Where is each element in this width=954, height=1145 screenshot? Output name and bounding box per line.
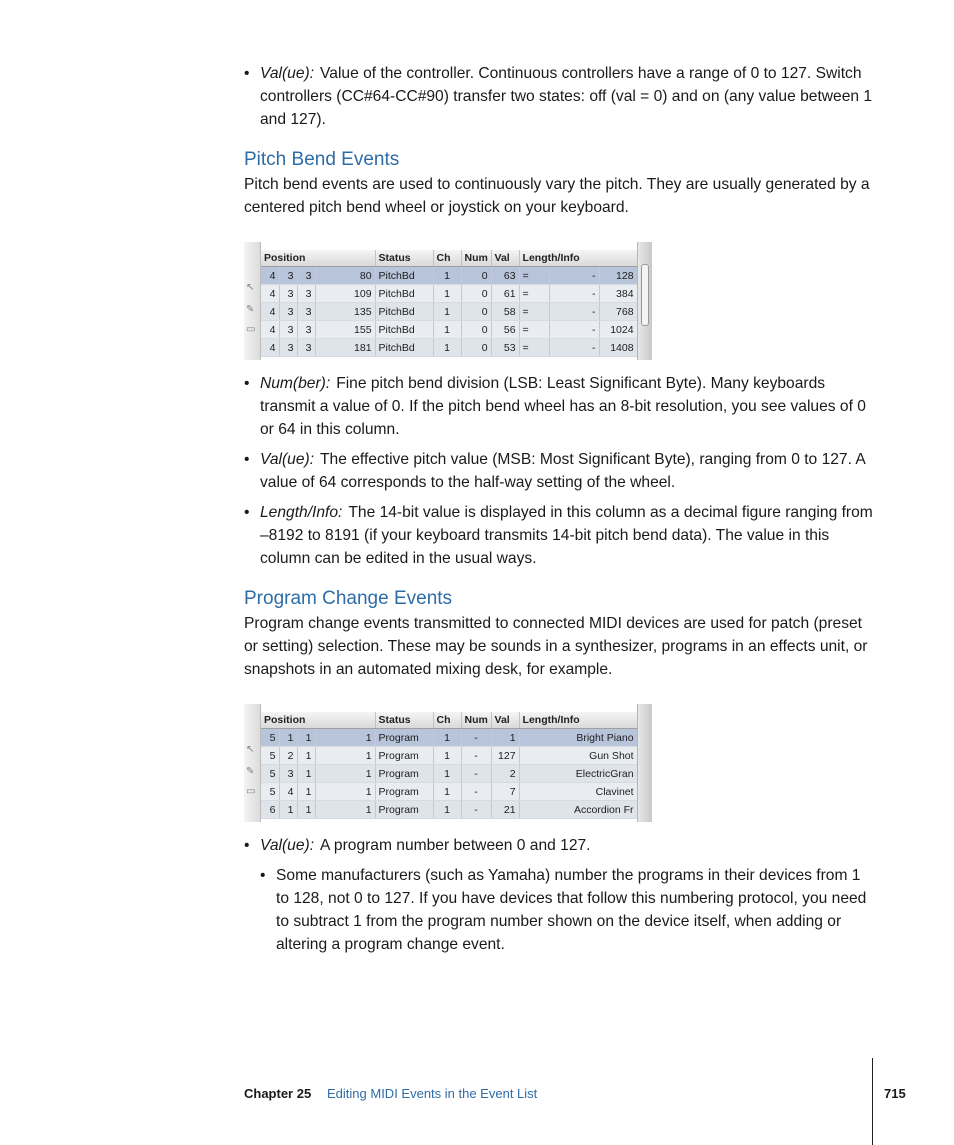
page-number: 715	[884, 1086, 906, 1101]
info-dash: -	[549, 267, 599, 285]
position-beat: 3	[279, 321, 297, 339]
position-division: 1	[297, 765, 315, 783]
column-header-ch[interactable]: Ch	[433, 712, 461, 729]
position-bar: 5	[261, 747, 279, 765]
table-row[interactable]	[261, 285, 637, 303]
val-cell: 2	[491, 765, 519, 783]
position-bar: 5	[261, 783, 279, 801]
pitch-bend-event-list	[244, 242, 652, 360]
position-tick: 135	[315, 303, 375, 321]
num-cell: -	[461, 765, 491, 783]
table-row[interactable]	[261, 729, 637, 747]
num-cell: -	[461, 801, 491, 819]
program-change-heading: Program Change Events	[244, 588, 453, 609]
footer-chapter-title: Editing MIDI Events in the Event List	[327, 1086, 538, 1101]
position-division: 3	[297, 303, 315, 321]
channel-cell: 1	[433, 801, 461, 819]
info-dash: -	[549, 321, 599, 339]
status-cell: Program	[375, 783, 433, 801]
info-dash: -	[549, 285, 599, 303]
val-cell: 53	[491, 339, 519, 357]
bullet-dot: •	[244, 65, 250, 82]
status-cell: PitchBd	[375, 303, 433, 321]
eraser-tool-icon: ▭	[246, 324, 256, 335]
column-header-val[interactable]: Val	[491, 250, 519, 267]
position-beat: 3	[279, 285, 297, 303]
column-header-num[interactable]: Num	[461, 250, 491, 267]
info-equals: =	[519, 267, 549, 285]
num-cell: 0	[461, 303, 491, 321]
channel-cell: 1	[433, 285, 461, 303]
bullet-dot: •	[244, 837, 250, 854]
position-bar: 4	[261, 321, 279, 339]
val-bullet	[244, 62, 880, 131]
num-cell: -	[461, 729, 491, 747]
program-name-cell: Accordion Fr	[519, 801, 637, 819]
position-tick: 1	[315, 765, 375, 783]
position-tick: 1	[315, 729, 375, 747]
column-header-status[interactable]: Status	[375, 712, 433, 729]
position-division: 1	[297, 801, 315, 819]
num-cell: 0	[461, 285, 491, 303]
channel-cell: 1	[433, 321, 461, 339]
vertical-scrollbar[interactable]	[637, 242, 652, 360]
program-name-cell: Bright Piano	[519, 729, 637, 747]
position-tick: 1	[315, 801, 375, 819]
info-value: 1024	[599, 321, 637, 339]
bullet-text: The 14-bit value is displayed in this column as a decimal figure ranging from –8192 to 8191 (if your keyboard transmits 14-bit pitch bend data). The value in this column can be edited in the usual ways.	[260, 504, 873, 567]
val-cell: 63	[491, 267, 519, 285]
channel-cell: 1	[433, 267, 461, 285]
position-tick: 80	[315, 267, 375, 285]
event-list-toolbar	[244, 242, 261, 360]
num-cell: 0	[461, 321, 491, 339]
channel-cell: 1	[433, 339, 461, 357]
position-bar: 4	[261, 303, 279, 321]
info-equals: =	[519, 339, 549, 357]
table-row[interactable]	[261, 765, 637, 783]
pitch-bend-heading: Pitch Bend Events	[244, 149, 400, 170]
event-list-toolbar	[244, 704, 261, 822]
position-bar: 5	[261, 765, 279, 783]
bullet-dot: •	[244, 451, 250, 468]
table-row[interactable]	[261, 801, 637, 819]
position-tick: 1	[315, 783, 375, 801]
info-equals: =	[519, 321, 549, 339]
num-cell: -	[461, 783, 491, 801]
info-value: 128	[599, 267, 637, 285]
column-header-position[interactable]: Position	[261, 250, 375, 267]
program-name-cell: Gun Shot	[519, 747, 637, 765]
bullet-dot: •	[244, 375, 250, 392]
column-header-num[interactable]: Num	[461, 712, 491, 729]
pointer-tool-icon: ↖	[246, 744, 255, 755]
program-val-bullet	[244, 834, 880, 857]
channel-cell: 1	[433, 303, 461, 321]
length-info-bullet	[244, 501, 880, 570]
val-cell: 7	[491, 783, 519, 801]
bullet-text: Value of the controller. Continuous controllers have a range of 0 to 127. Switch controllers (CC#64-CC#90) transfer two states: off (val = 0) and on (any value between 1 and 127).	[260, 65, 873, 128]
table-row[interactable]	[261, 321, 637, 339]
num-bullet	[244, 372, 880, 441]
bullet-text: A program number between 0 and 127.	[320, 837, 591, 854]
bullet-term: Val(ue):	[260, 837, 315, 854]
vertical-scrollbar[interactable]	[637, 704, 652, 822]
channel-cell: 1	[433, 765, 461, 783]
column-header-status[interactable]: Status	[375, 250, 433, 267]
position-beat: 3	[279, 303, 297, 321]
position-bar: 5	[261, 729, 279, 747]
pitch-bend-table	[261, 250, 638, 357]
status-cell: Program	[375, 747, 433, 765]
bullet-dot: •	[260, 867, 266, 884]
bullet-text: Some manufacturers (such as Yamaha) number the programs in their devices from 1 to 128, not 0 to 127. If you have devices that follow this numbering protocol, you need to subtract 1 from the program number shown on the device itself, when adding or altering a program change event.	[276, 867, 867, 953]
eraser-tool-icon: ▭	[246, 786, 256, 797]
program-change-event-list	[244, 704, 652, 822]
pitch-bend-paragraph: Pitch bend events are used to continuously vary the pitch. They are usually generated by a centered pitch bend wheel or joystick on your keyboard.	[244, 176, 870, 216]
bullet-term: Val(ue):	[260, 451, 315, 468]
program-name-cell: ElectricGran	[519, 765, 637, 783]
status-cell: Program	[375, 801, 433, 819]
table-row[interactable]	[261, 267, 637, 285]
info-dash: -	[549, 303, 599, 321]
pointer-tool-icon: ↖	[246, 282, 255, 293]
bullet-dot: •	[244, 504, 250, 521]
position-beat: 4	[279, 783, 297, 801]
bullet-text: The effective pitch value (MSB: Most Significant Byte), ranging from 0 to 127. A value of 64 corresponds to the half-way setting of the wheel.	[260, 451, 865, 491]
info-value: 384	[599, 285, 637, 303]
position-division: 3	[297, 339, 315, 357]
num-cell: 0	[461, 267, 491, 285]
position-beat: 3	[279, 339, 297, 357]
bullet-term: Length/Info:	[260, 504, 343, 521]
val-cell: 61	[491, 285, 519, 303]
scrollbar-thumb[interactable]	[641, 264, 649, 326]
table-row[interactable]	[261, 339, 637, 357]
program-sub-bullet	[260, 864, 876, 956]
pencil-tool-icon: ✎	[246, 304, 255, 315]
column-header-val[interactable]: Val	[491, 712, 519, 729]
position-bar: 4	[261, 339, 279, 357]
info-equals: =	[519, 285, 549, 303]
channel-cell: 1	[433, 783, 461, 801]
position-tick: 181	[315, 339, 375, 357]
status-cell: PitchBd	[375, 267, 433, 285]
val-cell: 127	[491, 747, 519, 765]
status-cell: Program	[375, 729, 433, 747]
status-cell: PitchBd	[375, 339, 433, 357]
position-tick: 109	[315, 285, 375, 303]
table-row[interactable]	[261, 747, 637, 765]
footer-divider	[872, 1058, 873, 1145]
table-row[interactable]	[261, 303, 637, 321]
bullet-term: Val(ue):	[260, 65, 315, 82]
position-division: 3	[297, 267, 315, 285]
position-tick: 1	[315, 747, 375, 765]
table-row[interactable]	[261, 783, 637, 801]
position-beat: 3	[279, 765, 297, 783]
info-value: 768	[599, 303, 637, 321]
column-header-ch[interactable]: Ch	[433, 250, 461, 267]
position-beat: 1	[279, 801, 297, 819]
position-division: 1	[297, 747, 315, 765]
pencil-tool-icon: ✎	[246, 766, 255, 777]
program-name-cell: Clavinet	[519, 783, 637, 801]
val-cell: 21	[491, 801, 519, 819]
bullet-text: Fine pitch bend division (LSB: Least Significant Byte). Many keyboards transmit a value of 0. If the pitch bend wheel has an 8-bit resolution, you see values of 0 or 64 in this column.	[260, 375, 866, 438]
val-bullet	[244, 448, 880, 494]
bullet-term: Num(ber):	[260, 375, 331, 392]
num-cell: -	[461, 747, 491, 765]
info-dash: -	[549, 339, 599, 357]
column-header-length-info[interactable]: Length/Info	[519, 712, 637, 729]
info-equals: =	[519, 303, 549, 321]
position-division: 3	[297, 321, 315, 339]
position-tick: 155	[315, 321, 375, 339]
info-value: 1408	[599, 339, 637, 357]
footer-chapter: Chapter 25	[244, 1086, 312, 1101]
column-header-position[interactable]: Position	[261, 712, 375, 729]
position-bar: 4	[261, 285, 279, 303]
status-cell: Program	[375, 765, 433, 783]
num-cell: 0	[461, 339, 491, 357]
val-cell: 58	[491, 303, 519, 321]
val-cell: 56	[491, 321, 519, 339]
position-bar: 6	[261, 801, 279, 819]
channel-cell: 1	[433, 747, 461, 765]
position-division: 1	[297, 729, 315, 747]
position-division: 3	[297, 285, 315, 303]
status-cell: PitchBd	[375, 321, 433, 339]
program-change-table	[261, 712, 638, 819]
val-cell: 1	[491, 729, 519, 747]
channel-cell: 1	[433, 729, 461, 747]
position-beat: 2	[279, 747, 297, 765]
column-header-length-info[interactable]: Length/Info	[519, 250, 637, 267]
position-beat: 3	[279, 267, 297, 285]
program-change-paragraph: Program change events transmitted to connected MIDI devices are used for patch (preset or setting) selection. These may be sounds in a synthesizer, programs in an effects unit, or snapshots in an automated mixing desk, for example.	[244, 615, 868, 678]
position-bar: 4	[261, 267, 279, 285]
position-division: 1	[297, 783, 315, 801]
status-cell: PitchBd	[375, 285, 433, 303]
position-beat: 1	[279, 729, 297, 747]
